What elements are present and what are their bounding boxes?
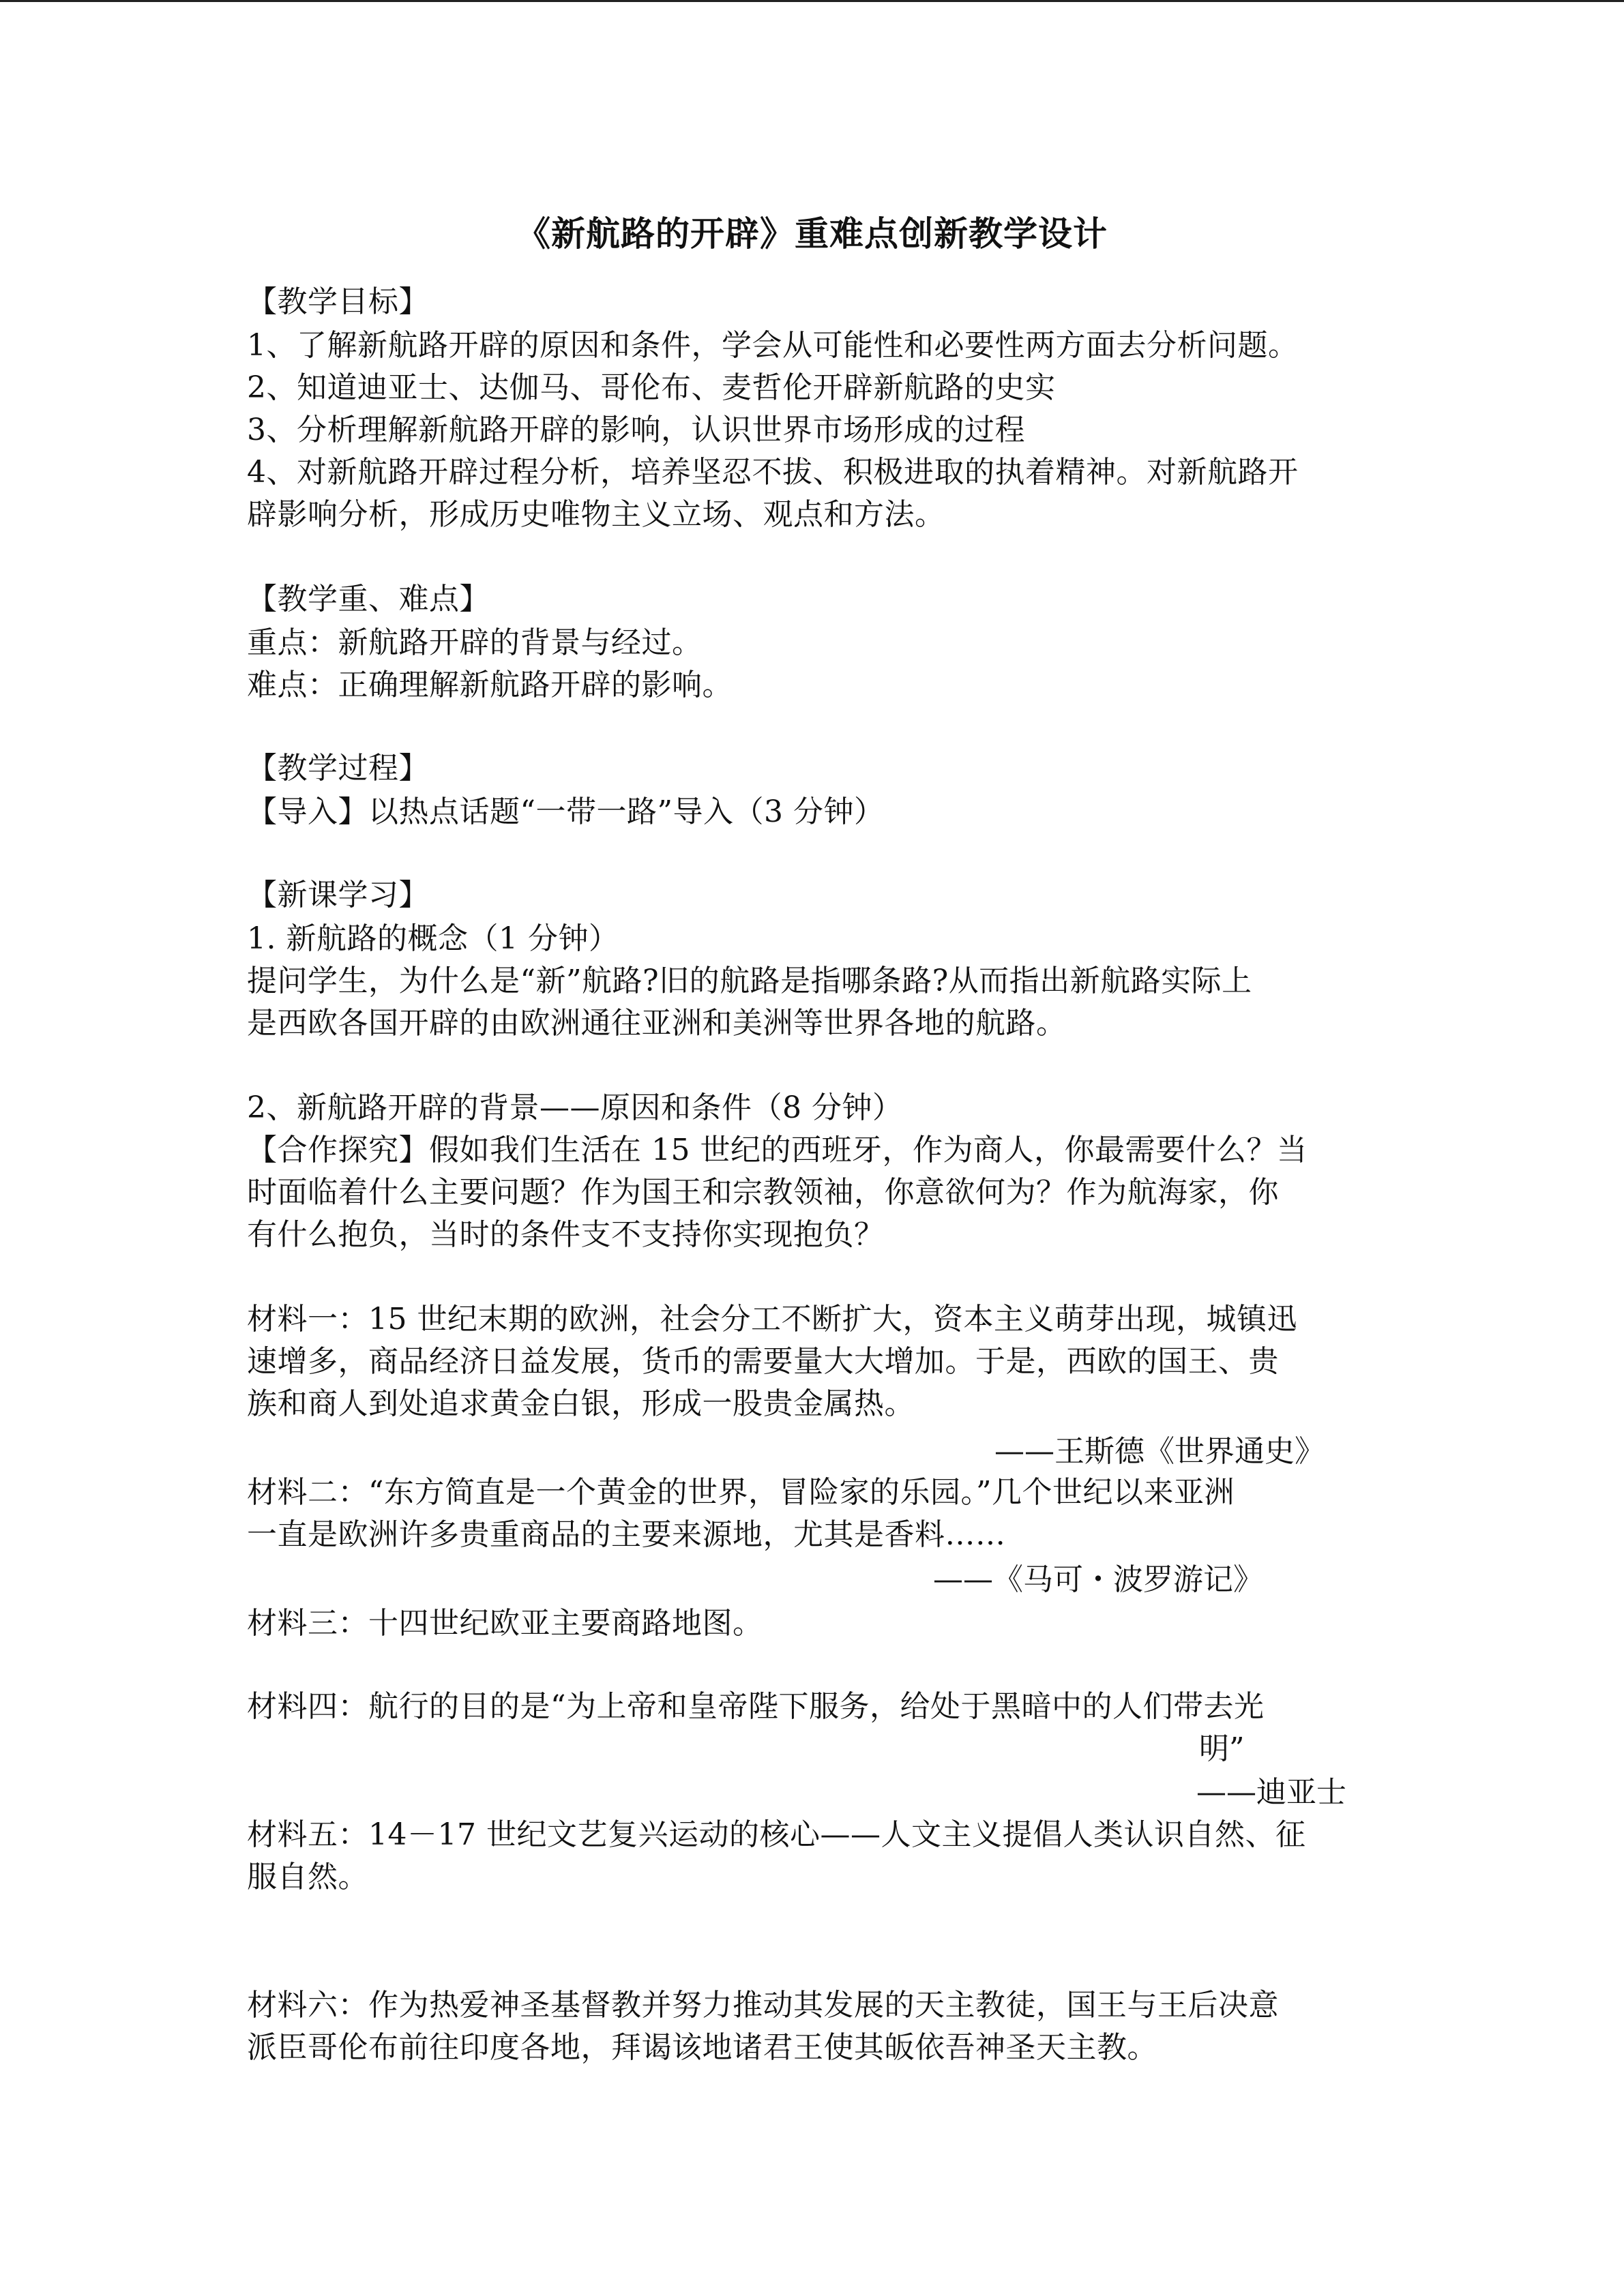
material1-source: ——王斯德《世界通史》 [994, 1434, 1325, 1469]
material6-line: 派臣哥伦布前往印度各地，拜谒该地诸君王使其皈依吾神圣天主教。 [247, 2030, 1157, 2065]
inquiry-line: 时面临着什么主要问题？作为国王和宗教领袖，你意欲何为？作为航海家，你 [247, 1175, 1279, 1210]
material4-line-end: 明” [1199, 1731, 1245, 1766]
material1-line: 速增多，商品经济日益发展，货币的需要量大大增加。于是，西欧的国王、贵 [247, 1344, 1279, 1379]
objectives-heading: 【教学目标】 [247, 284, 429, 319]
intro-line: 【导入】以热点话题“一带一路”导入（3 分钟） [247, 794, 885, 829]
material1-line: 族和商人到处追求黄金白银，形成一股贵金属热。 [247, 1386, 915, 1421]
material1-line: 材料一：15 世纪末期的欧洲，社会分工不断扩大，资本主义萌芽出现，城镇迅 [247, 1302, 1297, 1337]
material2-line: 材料二：“东方简直是一个黄金的世界，冒险家的乐园。”几个世纪以来亚洲 [247, 1475, 1235, 1510]
material5-line: 材料五：14－17 世纪文艺复兴运动的核心——人文主义提倡人类认识自然、征 [247, 1817, 1306, 1852]
objective-line: 1、了解新航路开辟的原因和条件，学会从可能性和必要性两方面去分析问题。 [247, 328, 1299, 363]
process-heading: 【教学过程】 [247, 751, 429, 786]
section2-title: 2、新航路开辟的背景——原因和条件（8 分钟） [247, 1090, 903, 1125]
objective-line: 3、分析理解新航路开辟的影响，认识世界市场形成的过程 [247, 413, 1025, 447]
material4-line: 材料四：航行的目的是“为上帝和皇帝陛下服务，给处于黑暗中的人们带去光 [247, 1689, 1265, 1724]
material2-line: 一直是欧洲许多贵重商品的主要来源地，尤其是香料…… [247, 1517, 1006, 1552]
objective-line: 辟影响分析，形成历史唯物主义立场、观点和方法。 [247, 497, 945, 532]
key-points-heading: 【教学重、难点】 [247, 582, 490, 616]
key-point-difficulty: 难点：正确理解新航路开辟的影响。 [247, 668, 733, 702]
section1-line: 是西欧各国开辟的由欧洲通往亚洲和美洲等世界各地的航路。 [247, 1006, 1067, 1041]
document-title: 《新航路的开辟》重难点创新教学设计 [516, 213, 1108, 254]
new-lesson-heading: 【新课学习】 [247, 878, 429, 912]
section1-title: 1. 新航路的概念（1 分钟） [247, 921, 619, 956]
material3-line: 材料三：十四世纪欧亚主要商路地图。 [247, 1606, 763, 1641]
objective-line: 4、对新航路开辟过程分析，培养坚忍不拔、积极进取的执着精神。对新航路开 [247, 455, 1299, 490]
material6-line: 材料六：作为热爱神圣基督教并努力推动其发展的天主教徒，国王与王后决意 [247, 1988, 1279, 2023]
page-top-border [0, 0, 1624, 2]
key-point-focus: 重点：新航路开辟的背景与经过。 [247, 625, 703, 660]
objective-line: 2、知道迪亚士、达伽马、哥伦布、麦哲伦开辟新航路的史实 [247, 370, 1056, 405]
material4-source: ——迪亚士 [1196, 1775, 1346, 1810]
section1-line: 提问学生，为什么是“新”航路?旧的航路是指哪条路?从而指出新航路实际上 [247, 964, 1252, 998]
material5-line: 服自然。 [247, 1860, 368, 1894]
material2-source: ——《马可・波罗游记》 [933, 1562, 1263, 1597]
inquiry-line: 【合作探究】假如我们生活在 15 世纪的西班牙，作为商人，你最需要什么？当 [247, 1133, 1308, 1167]
inquiry-line: 有什么抱负，当时的条件支不支持你实现抱负？ [247, 1217, 885, 1252]
